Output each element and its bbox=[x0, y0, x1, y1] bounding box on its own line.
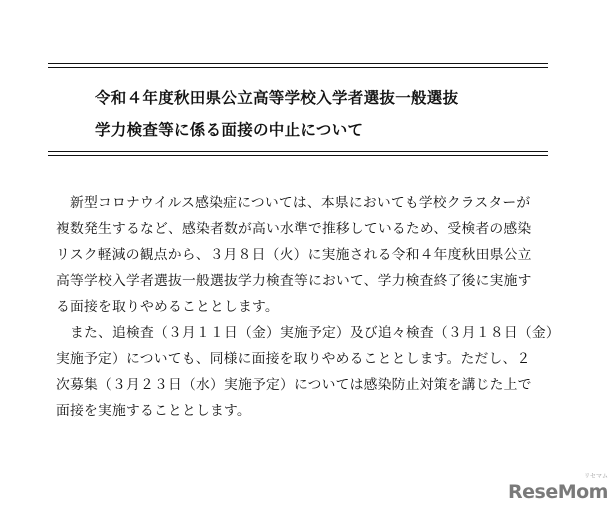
title-line-2: 学力検査等に係る面接の中止について bbox=[95, 121, 364, 139]
paragraph-2-line: 実施予定）についても、同様に面接を取りやめることとします。ただし、２ bbox=[56, 351, 531, 367]
paragraph-1 bbox=[56, 190, 596, 320]
title-rule-bottom-inner bbox=[48, 151, 548, 152]
title-line-1: 令和４年度秋田県公立高等学校入学者選抜一般選抜 bbox=[95, 89, 459, 107]
notice-title bbox=[95, 82, 555, 146]
paragraph-1-line: 高等学校入学者選抜一般選抜学力検査等において、学力検査終了後に実施す bbox=[56, 273, 532, 289]
paragraph-2-line: また、追検査（３月１１日（金）実施予定）及び追々検査（３月１８日（金） bbox=[56, 325, 560, 341]
paragraph-2-line: 次募集（３月２３日（水）実施予定）については感染防止対策を講じた上で bbox=[56, 377, 532, 393]
logo-ruby-text: リセマム bbox=[584, 473, 608, 480]
resemom-logo bbox=[508, 470, 608, 506]
paragraph-2 bbox=[56, 320, 596, 424]
paragraph-1-line: リスク軽減の観点から、３月８日（火）に実施される令和４年度秋田県公立 bbox=[56, 247, 532, 263]
paragraph-1-line: る面接を取りやめることとします。 bbox=[56, 299, 279, 315]
paragraph-1-line: 複数発生するなど、感染者数が高い水準で推移しているため、受検者の感染 bbox=[56, 221, 532, 237]
title-rule-bottom-outer bbox=[48, 155, 548, 156]
paragraph-2-line: 面接を実施することとします。 bbox=[56, 403, 251, 419]
logo-brand-text: ReseMom bbox=[508, 481, 608, 503]
paragraph-1-line: 新型コロナウイルス感染症については、本県においても学校クラスターが bbox=[56, 195, 531, 211]
title-rule-top-inner bbox=[48, 67, 548, 68]
title-rule-top-outer bbox=[48, 63, 548, 64]
notice-body bbox=[56, 190, 596, 424]
